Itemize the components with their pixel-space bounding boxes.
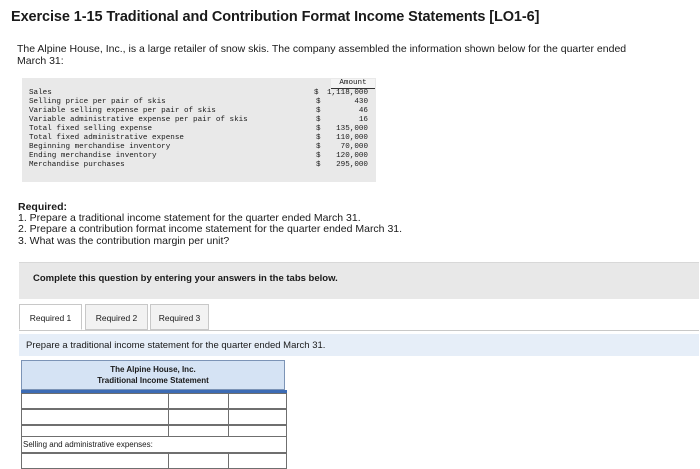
line-item-input[interactable]	[22, 394, 169, 408]
row-label: Merchandise purchases	[29, 161, 125, 169]
amount-input[interactable]	[168, 454, 229, 468]
statement-name: Traditional Income Statement	[97, 376, 209, 385]
row-currency: $	[316, 125, 321, 133]
row-value: 70,000	[340, 143, 368, 151]
table-row	[29, 143, 375, 152]
row-label: Total fixed selling expense	[29, 125, 153, 133]
table-row	[29, 89, 375, 98]
row-currency: $	[316, 98, 321, 106]
complete-question-banner	[19, 262, 699, 299]
line-item-input[interactable]	[22, 454, 169, 468]
row-currency: $	[316, 116, 321, 124]
amount-header: Amount	[331, 79, 375, 89]
row-label: Beginning merchandise inventory	[29, 143, 171, 151]
sga-row	[21, 436, 287, 453]
table-row	[29, 161, 375, 170]
tab-divider	[19, 330, 699, 331]
row-label: Ending merchandise inventory	[29, 152, 157, 160]
required-item: 3. What was the contribution margin per unit?	[18, 234, 230, 247]
instruction-bar	[19, 334, 699, 356]
table-row	[29, 116, 375, 125]
statement-row	[21, 409, 287, 425]
statement-header	[21, 360, 285, 390]
amount-input[interactable]	[168, 410, 229, 424]
required-heading: Required:	[18, 201, 68, 213]
row-value: 1,118,000	[326, 89, 368, 97]
complete-question-text: Complete this question by entering your answers in the tabs below.	[33, 273, 338, 284]
income-statement-form	[21, 360, 287, 467]
page-title: Exercise 1-15 Traditional and Contribution Format Income Statements [LO1-6]	[11, 9, 540, 25]
row-value: 135,000	[336, 125, 368, 133]
row-currency: $	[316, 161, 321, 169]
row-currency: $	[314, 89, 319, 97]
tab-required-2[interactable]: Required 2	[85, 304, 148, 330]
sga-label: Selling and administrative expenses:	[23, 440, 153, 449]
row-value: 46	[358, 107, 368, 115]
table-row	[29, 134, 375, 143]
row-label: Total fixed administrative expense	[29, 134, 184, 142]
table-row	[29, 152, 375, 161]
data-table	[22, 78, 376, 182]
table-row	[29, 125, 375, 134]
row-currency: $	[316, 143, 321, 151]
row-value: 295,000	[336, 161, 368, 169]
intro-text: The Alpine House, Inc., is a large retailer of snow skis. The company assembled the information shown below for the quarter ended March 31:	[17, 43, 627, 67]
row-currency: $	[316, 107, 321, 115]
row-value: 120,000	[336, 152, 368, 160]
company-name: The Alpine House, Inc.	[110, 365, 196, 374]
row-label: Variable selling expense per pair of skis	[29, 107, 216, 115]
row-value: 110,000	[336, 134, 368, 142]
required-item: 2. Prepare a contribution format income statement for the quarter ended March 31.	[18, 223, 403, 236]
statement-row	[21, 393, 287, 409]
tab-required-1[interactable]: Required 1	[19, 304, 82, 330]
table-row	[29, 107, 375, 116]
required-list	[18, 213, 402, 247]
row-value: 430	[354, 98, 368, 106]
table-row	[29, 98, 375, 107]
row-label: Sales	[29, 89, 52, 97]
tab-required-3[interactable]: Required 3	[150, 304, 209, 330]
line-item-input[interactable]	[22, 410, 169, 424]
row-label: Selling price per pair of skis	[29, 98, 166, 106]
row-value: 16	[358, 116, 368, 124]
row-currency: $	[316, 134, 321, 142]
required-item: 1. Prepare a traditional income statement for the quarter ended March 31.	[18, 212, 361, 224]
row-label: Variable administrative expense per pair of skis	[29, 116, 248, 124]
row-currency: $	[316, 152, 321, 160]
amount-input[interactable]	[168, 394, 229, 408]
instruction-text: Prepare a traditional income statement for the quarter ended March 31.	[26, 340, 326, 351]
